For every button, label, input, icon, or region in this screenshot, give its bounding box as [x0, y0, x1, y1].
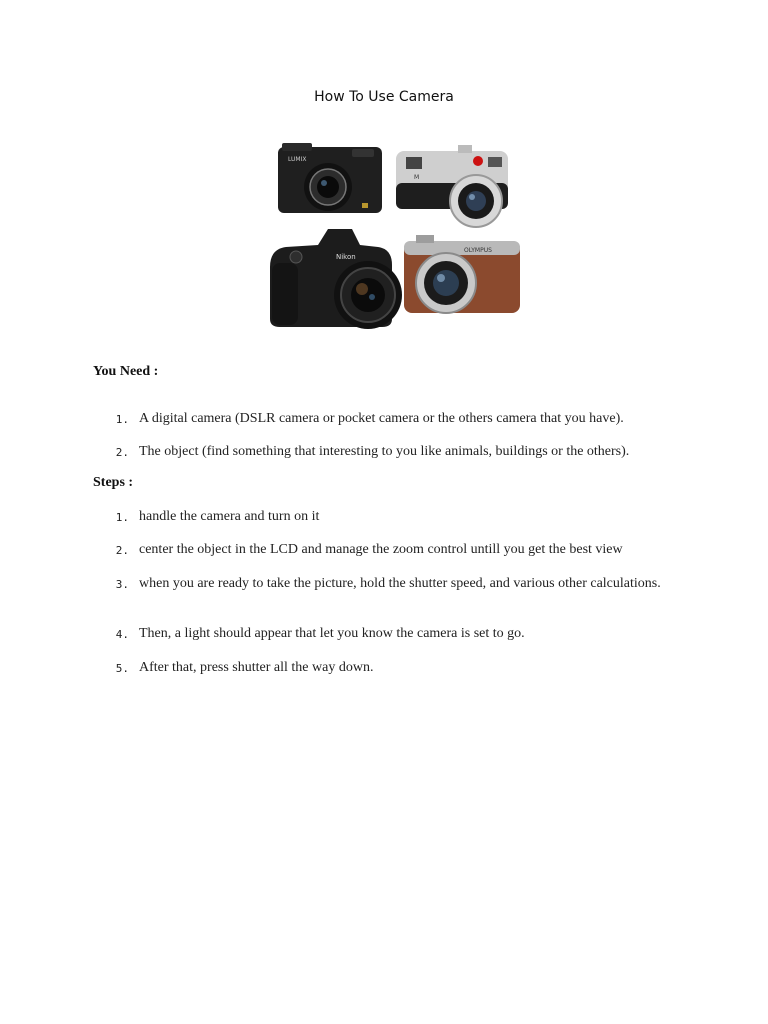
step-text: when you are ready to take the picture, hold the shutter speed, and various other calculations. [139, 576, 661, 591]
svg-text:Nikon: Nikon [336, 253, 356, 261]
list-item-text: A digital camera (DSLR camera or pocket camera or the others camera that you have). [139, 411, 624, 426]
rangefinder-camera-silver [396, 145, 508, 227]
list-item [115, 443, 675, 460]
svg-text:M: M [414, 174, 420, 181]
list-item [115, 410, 675, 427]
svg-text:OLYMPUS: OLYMPUS [464, 247, 492, 254]
mirrorless-camera-brown [404, 235, 520, 313]
step-number: 5. [115, 662, 129, 675]
steps-heading: Steps : [93, 475, 134, 490]
step-item [115, 625, 675, 642]
step-text: center the object in the LCD and manage the zoom control untill you get the best view [139, 542, 623, 557]
list-item-number: 2. [115, 446, 129, 459]
step-text: After that, press shutter all the way down. [139, 660, 374, 675]
step-text: Then, a light should appear that let you know the camera is set to go. [139, 626, 525, 641]
svg-text:LUMIX: LUMIX [288, 156, 307, 163]
step-item [115, 575, 675, 592]
step-item [115, 541, 675, 558]
step-text: handle the camera and turn on it [139, 509, 320, 524]
dslr-camera-black [270, 229, 402, 329]
step-number: 4. [115, 628, 129, 641]
page-title: How To Use Camera [314, 89, 454, 105]
step-number: 1. [115, 511, 129, 524]
step-item [115, 659, 675, 676]
step-item [115, 508, 675, 525]
step-number: 2. [115, 544, 129, 557]
step-number: 3. [115, 578, 129, 591]
cameras-photo [266, 137, 524, 337]
compact-camera-black [278, 143, 382, 213]
you-need-heading: You Need : [93, 364, 159, 379]
list-item-number: 1. [115, 413, 129, 426]
list-item-text: The object (find something that interesting to you like animals, buildings or the others). [139, 444, 630, 459]
